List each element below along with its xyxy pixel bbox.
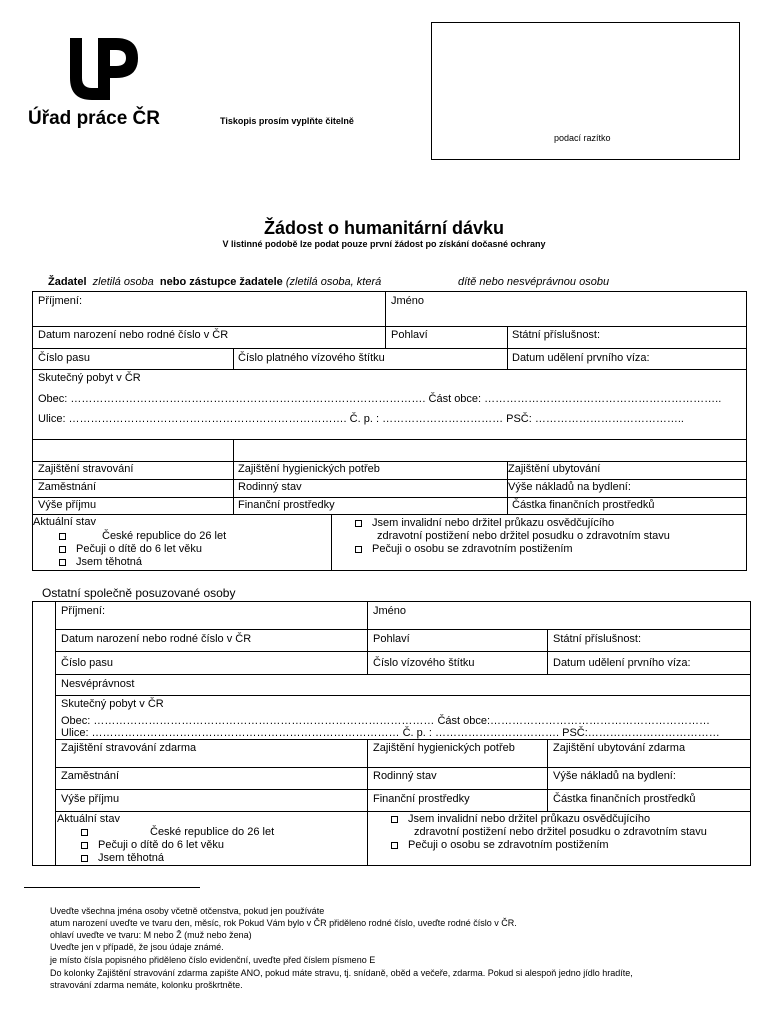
others-table bbox=[32, 601, 751, 866]
checkbox[interactable] bbox=[59, 533, 66, 540]
others-status-opt1: České republice do 26 let bbox=[81, 826, 274, 838]
checkbox[interactable] bbox=[81, 842, 88, 849]
applicant-status-opt3: Jsem těhotná bbox=[59, 556, 142, 568]
applicant-citizenship-label: Státní příslušnost: bbox=[512, 329, 601, 341]
others-dob-label: Datum narození nebo rodné číslo v ČR bbox=[61, 633, 252, 645]
footnote-6: Do kolonky Zajištění stravování zdarma zapište ANO, pokud máte stravu, tj. snídaně, oběd a večeře, zdarma. Pokud si alespoň jedno jídlo hradíte, bbox=[50, 968, 633, 978]
applicant-status-opt4: Jsem invalidní nebo držitel průkazu osvědčujícího bbox=[355, 517, 614, 529]
footnote-5: je místo čísla popisného přiděleno číslo evidenční, uveďte před číslem písmeno E bbox=[50, 955, 376, 965]
others-visa-label: Číslo vízového štítku bbox=[373, 657, 475, 669]
others-status-opt5: Pečuji o osobu se zdravotním postižením bbox=[391, 839, 609, 851]
applicant-status-opt2: Pečuji o dítě do 6 let věku bbox=[59, 543, 202, 555]
applicant-employment-label: Zaměstnání bbox=[38, 481, 97, 493]
applicant-status-opt4-cont: zdravotní postižení nebo držitel posudku o zdravotním stavu bbox=[377, 530, 670, 542]
applicant-hygiene-label: Zajištění hygienických potřeb bbox=[238, 463, 380, 475]
applicant-status-label: Aktuální stav bbox=[33, 516, 96, 528]
footnote-3: ohlaví uveďte ve tvaru: M nebo Ž (muž nebo žena) bbox=[50, 930, 252, 940]
applicant-label: Žadatel bbox=[48, 276, 87, 288]
others-employment-label: Zaměstnání bbox=[61, 770, 120, 782]
fill-legibly-hint: Tiskopis prosím vyplňte čitelně bbox=[220, 116, 354, 126]
urad-prace-logo bbox=[66, 34, 142, 104]
applicant-street-line: Ulice: …………………………………………………………………. Č. p. : …………………………… PSČ: ………………………………….. bbox=[38, 413, 684, 425]
others-food-label: Zajištění stravování zdarma bbox=[61, 742, 197, 754]
applicant-or-rep: nebo zástupce žadatele bbox=[159, 276, 283, 288]
footnote-4: Uveďte jen v případě, že jsou údaje známé. bbox=[50, 942, 224, 952]
applicant-adult2: (zletilá osoba, která bbox=[285, 276, 382, 288]
others-housing-label: Zajištění ubytování zdarma bbox=[553, 742, 686, 754]
applicant-status-opt5: Pečuji o osobu se zdravotním postižením bbox=[355, 543, 573, 555]
applicant-adult: zletilá osoba bbox=[92, 276, 154, 288]
footnote-divider bbox=[24, 887, 200, 888]
others-name-label: Jméno bbox=[373, 605, 407, 617]
others-street-line: Ulice: ………………………………………………………………………… Č. p. : ……………………………. PSČ:……………………………… bbox=[61, 727, 720, 739]
checkbox[interactable] bbox=[391, 842, 398, 849]
applicant-table bbox=[32, 291, 747, 571]
checkbox[interactable] bbox=[355, 520, 362, 527]
others-status-opt4: Jsem invalidní nebo držitel průkazu osvědčujícího bbox=[391, 813, 650, 825]
footnote-7: stravování zdarma nemáte, kolonku proškrtněte. bbox=[50, 980, 243, 990]
footnote-1: Uveďte všechna jména osoby včetně otčenstva, pokud jen používáte bbox=[50, 906, 325, 916]
applicant-status-opt1: České republice do 26 let bbox=[59, 530, 226, 542]
checkbox[interactable] bbox=[81, 829, 88, 836]
applicant-housing-label: Zajištění ubytování bbox=[508, 463, 601, 475]
applicant-residence-label: Skutečný pobyt v ČR bbox=[38, 372, 141, 384]
applicant-means-label: Finanční prostředky bbox=[238, 499, 335, 511]
page-subtitle: V listinné podobě lze podat pouze první žádost po získání dočasné ochrany bbox=[222, 239, 546, 249]
checkbox[interactable] bbox=[81, 855, 88, 862]
applicant-town-line: Obec: ……………………………………………………………………………………. Část obce: ……………………………………………………….. bbox=[38, 393, 722, 405]
applicant-name-label: Jméno bbox=[391, 295, 425, 307]
others-residence-label: Skutečný pobyt v ČR bbox=[61, 698, 164, 710]
applicant-child: dítě nebo nesvéprávnou osobu bbox=[458, 276, 610, 288]
others-status-opt3: Jsem těhotná bbox=[81, 852, 164, 864]
applicant-means-amount-label: Částka finančních prostředků bbox=[512, 499, 655, 511]
checkbox[interactable] bbox=[59, 546, 66, 553]
others-passport-label: Číslo pasu bbox=[61, 657, 113, 669]
applicant-sex-label: Pohlaví bbox=[391, 329, 428, 341]
others-citizenship-label: Státní příslušnost: bbox=[553, 633, 642, 645]
others-family-label: Rodinný stav bbox=[373, 770, 437, 782]
applicant-visa-date-label: Datum udělení prvního víza: bbox=[512, 352, 650, 364]
others-income-label: Výše příjmu bbox=[61, 793, 120, 805]
others-visa-date-label: Datum udělení prvního víza: bbox=[553, 657, 691, 669]
others-incapacity-label: Nesvéprávnost bbox=[61, 678, 135, 690]
applicant-surname-label: Příjmení: bbox=[38, 295, 83, 307]
others-header: Ostatní společně posuzované osoby bbox=[42, 586, 236, 600]
org-name: Úřad práce ČR bbox=[28, 108, 160, 129]
others-means-label: Finanční prostředky bbox=[373, 793, 470, 805]
applicant-header bbox=[48, 276, 381, 288]
applicant-food-label: Zajištění stravování bbox=[38, 463, 134, 475]
applicant-family-label: Rodinný stav bbox=[238, 481, 302, 493]
footnote-2: atum narození uveďte ve tvaru den, měsíc, rok Pokud Vám bylo v ČR přiděleno rodné číslo, uveďte rodné číslo v ČR. bbox=[50, 918, 517, 928]
others-hygiene-label: Zajištění hygienických potřeb bbox=[373, 742, 515, 754]
others-status-opt4-cont: zdravotní postižení nebo držitel posudku o zdravotním stavu bbox=[414, 826, 707, 838]
others-sex-label: Pohlaví bbox=[373, 633, 410, 645]
others-surname-label: Příjmení: bbox=[61, 605, 106, 617]
others-status-label: Aktuální stav bbox=[57, 813, 120, 825]
applicant-passport-label: Číslo pasu bbox=[38, 352, 90, 364]
others-status-opt2: Pečuji o dítě do 6 let věku bbox=[81, 839, 224, 851]
checkbox[interactable] bbox=[355, 546, 362, 553]
applicant-income-label: Výše příjmu bbox=[38, 499, 97, 511]
checkbox[interactable] bbox=[59, 559, 66, 566]
others-means-amount-label: Částka finančních prostředků bbox=[553, 793, 696, 805]
others-housing-cost-label: Výše nákladů na bydlení: bbox=[553, 770, 676, 782]
others-town-line: Obec: ………………………………………………………………………………… Část obce:…………………………………………………… bbox=[61, 715, 711, 727]
applicant-dob-label: Datum narození nebo rodné číslo v ČR bbox=[38, 329, 229, 341]
stamp-label: podací razítko bbox=[554, 133, 611, 143]
applicant-visa-label: Číslo platného vízového štítku bbox=[238, 352, 385, 364]
page-title: Žádost o humanitární dávku bbox=[263, 218, 505, 238]
stamp-box bbox=[431, 22, 740, 160]
checkbox[interactable] bbox=[391, 816, 398, 823]
applicant-housing-cost-label: Výše nákladů na bydlení: bbox=[508, 481, 631, 493]
